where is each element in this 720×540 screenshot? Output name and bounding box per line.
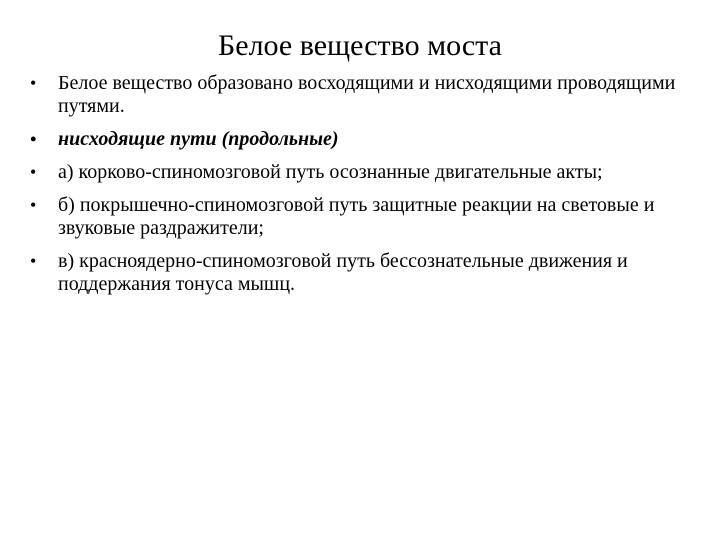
bullet-list — [30, 72, 700, 306]
bullet-item: • а) корково-спиномозговой путь осознанные двигательные акты; — [30, 161, 700, 184]
bullet-item: • б) покрышечно-спиномозговой путь защитные реакции на световые и звуковые раздражители; — [30, 194, 700, 240]
bullet-item: • в) красноядерно-спиномозговой путь бессознательные движения и поддержания тонуса мышц. — [30, 250, 700, 296]
bullet-item: • нисходящие пути (продольные) — [30, 128, 700, 151]
bullet-item: • Белое вещество образовано восходящими и нисходящими проводящими путями. — [30, 72, 700, 118]
slide-title: Белое вещество моста — [218, 29, 502, 62]
